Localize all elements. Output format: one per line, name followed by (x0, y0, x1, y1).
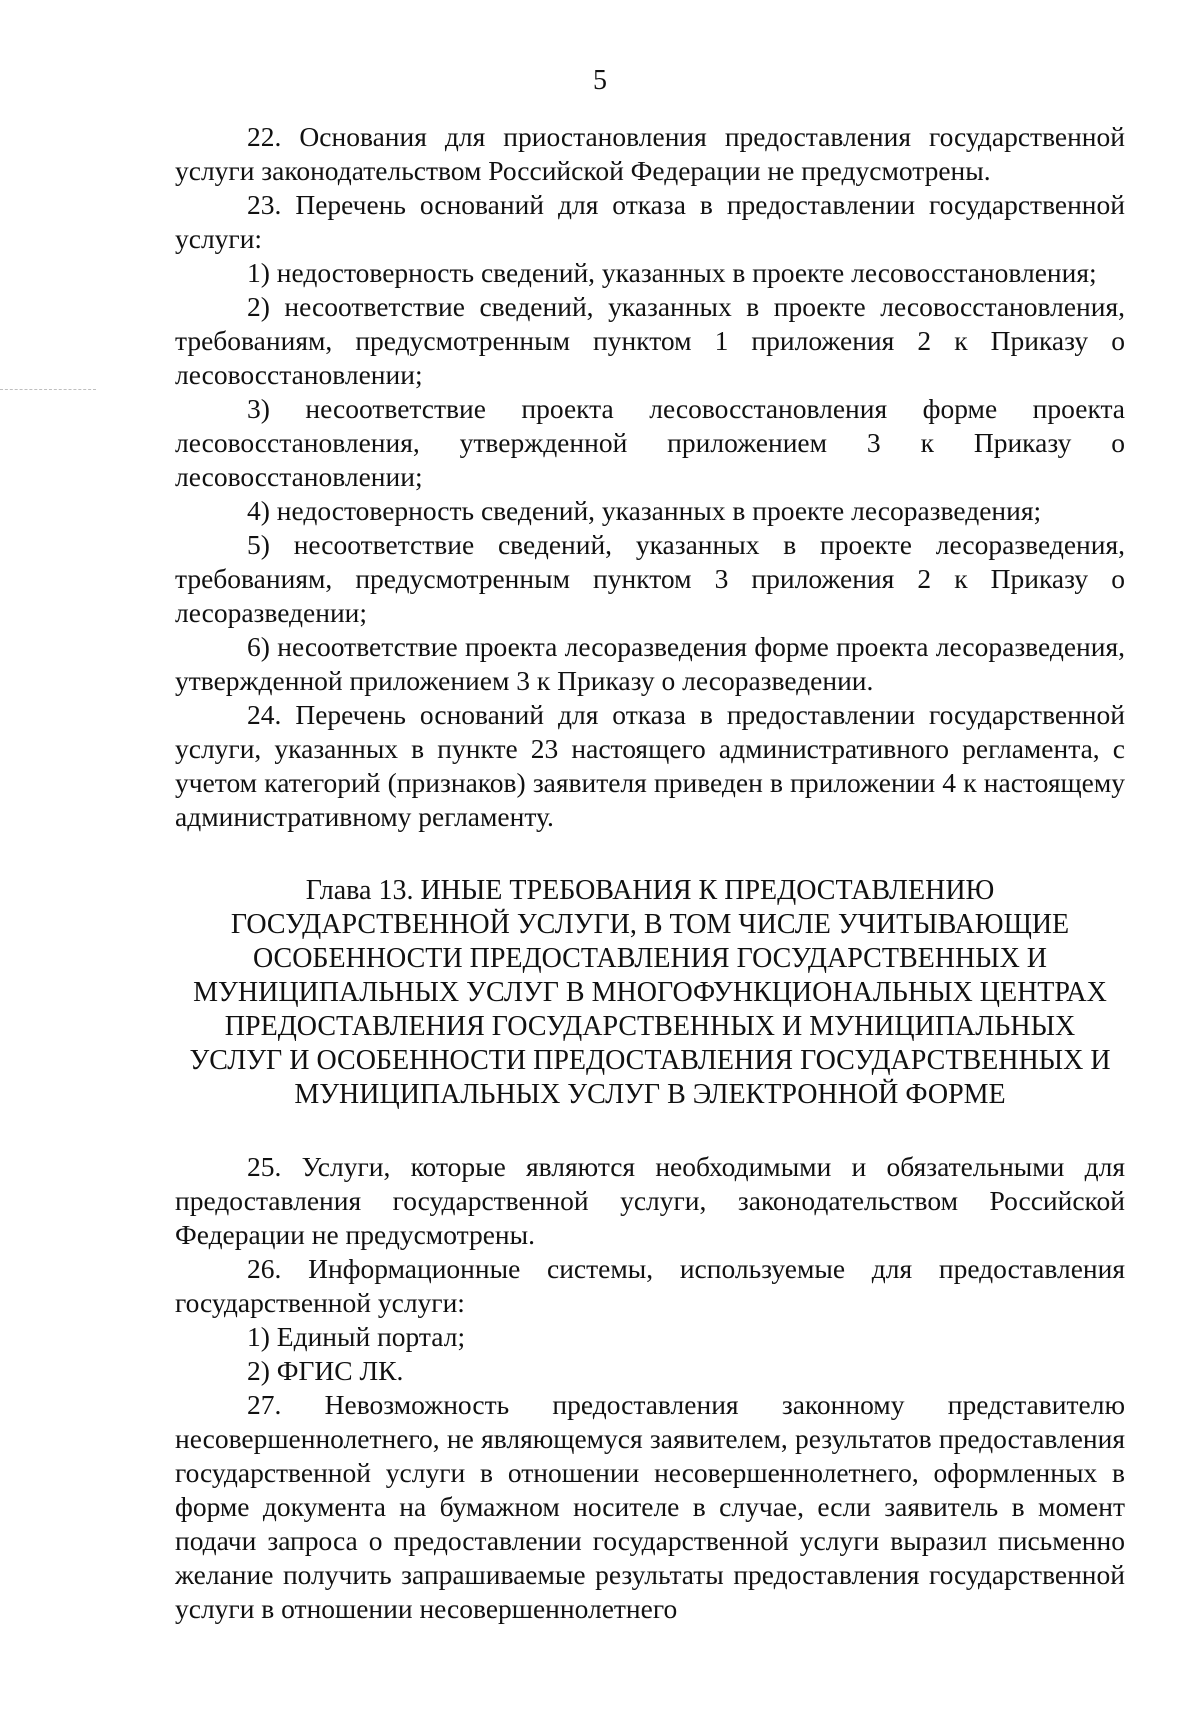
list-item-23-5: 5) несоответствие сведений, указанных в проекте лесоразведения, требованиям, предусмотренным пунктом 3 приложения 2 к Приказу о лесоразведении; (175, 529, 1125, 628)
chapter-heading-line: МУНИЦИПАЛЬНЫХ УСЛУГ В МНОГОФУНКЦИОНАЛЬНЫХ ЦЕНТРАХ (193, 977, 1107, 1008)
chapter-heading-line: УСЛУГ И ОСОБЕННОСТИ ПРЕДОСТАВЛЕНИЯ ГОСУДАРСТВЕННЫХ И (189, 1045, 1111, 1076)
paragraph-27: 27. Невозможность предоставления законному представителю несовершеннолетнего, не являющемуся заявителем, результатов предоставления государственной услуги в отношении несовершеннолетнего, оформленных в форме документа на бумажном носителе в случае, если заявитель в момент подачи запроса о предоставлении государственной услуги выразил письменно желание получить запрашиваемые результаты предоставления государственной услуги в отношении несовершеннолетнего (175, 1389, 1125, 1624)
chapter-heading-line: ОСОБЕННОСТИ ПРЕДОСТАВЛЕНИЯ ГОСУДАРСТВЕННЫХ И (252, 943, 1048, 974)
page-number: 5 (593, 65, 607, 96)
chapter-heading-line: ПРЕДОСТАВЛЕНИЯ ГОСУДАРСТВЕННЫХ И МУНИЦИПАЛЬНЫХ (224, 1011, 1076, 1042)
list-item-23-2: 2) несоответствие сведений, указанных в проекте лесовосстановления, требованиям, предусмотренным пунктом 1 приложения 2 к Приказу о лесовосстановлении; (175, 291, 1125, 390)
chapter-heading-line: ГОСУДАРСТВЕННОЙ УСЛУГИ, В ТОМ ЧИСЛЕ УЧИТЫВАЮЩИЕ (230, 909, 1070, 940)
list-item-26-2: 2) ФГИС ЛК. (247, 1355, 404, 1386)
paragraph-22: 22. Основания для приостановления предоставления государственной услуги законодательством Российской Федерации не предусмотрены. (175, 121, 1125, 186)
chapter-heading-line: Глава 13. ИНЫЕ ТРЕБОВАНИЯ К ПРЕДОСТАВЛЕНИЮ (305, 875, 995, 906)
list-item-23-3: 3) несоответствие проекта лесовосстановления форме проекта лесовосстановления, утвержденной приложением 3 к Приказу о лесовосстановлении; (175, 393, 1125, 492)
document-body (175, 120, 1125, 1626)
paragraph-23: 23. Перечень оснований для отказа в предоставлении государственной услуги: (175, 189, 1125, 254)
list-item-23-6: 6) несоответствие проекта лесоразведения форме проекта лесоразведения, утвержденной приложением 3 к Приказу о лесоразведении. (175, 631, 1125, 696)
paragraph-25: 25. Услуги, которые являются необходимыми и обязательными для предоставления государственной услуги, законодательством Российской Федерации не предусмотрены. (175, 1151, 1125, 1250)
list-item-26-1: 1) Единый портал; (247, 1321, 466, 1352)
chapter-13-heading (175, 874, 1125, 1112)
chapter-heading-line: МУНИЦИПАЛЬНЫХ УСЛУГ В ЭЛЕКТРОННОЙ ФОРМЕ (294, 1079, 1006, 1110)
scan-artifact-line (0, 389, 96, 390)
paragraph-26: 26. Информационные системы, используемые для предоставления государственной услуги: (175, 1253, 1125, 1318)
list-item-23-1: 1) недостоверность сведений, указанных в проекте лесовосстановления; (247, 257, 1097, 288)
list-item-23-4: 4) недостоверность сведений, указанных в проекте лесоразведения; (247, 495, 1042, 526)
paragraph-24: 24. Перечень оснований для отказа в предоставлении государственной услуги, указанных в пункте 23 настоящего административного регламента, с учетом категорий (признаков) заявителя приведен в приложении 4 к настоящему административному регламенту. (175, 699, 1125, 832)
